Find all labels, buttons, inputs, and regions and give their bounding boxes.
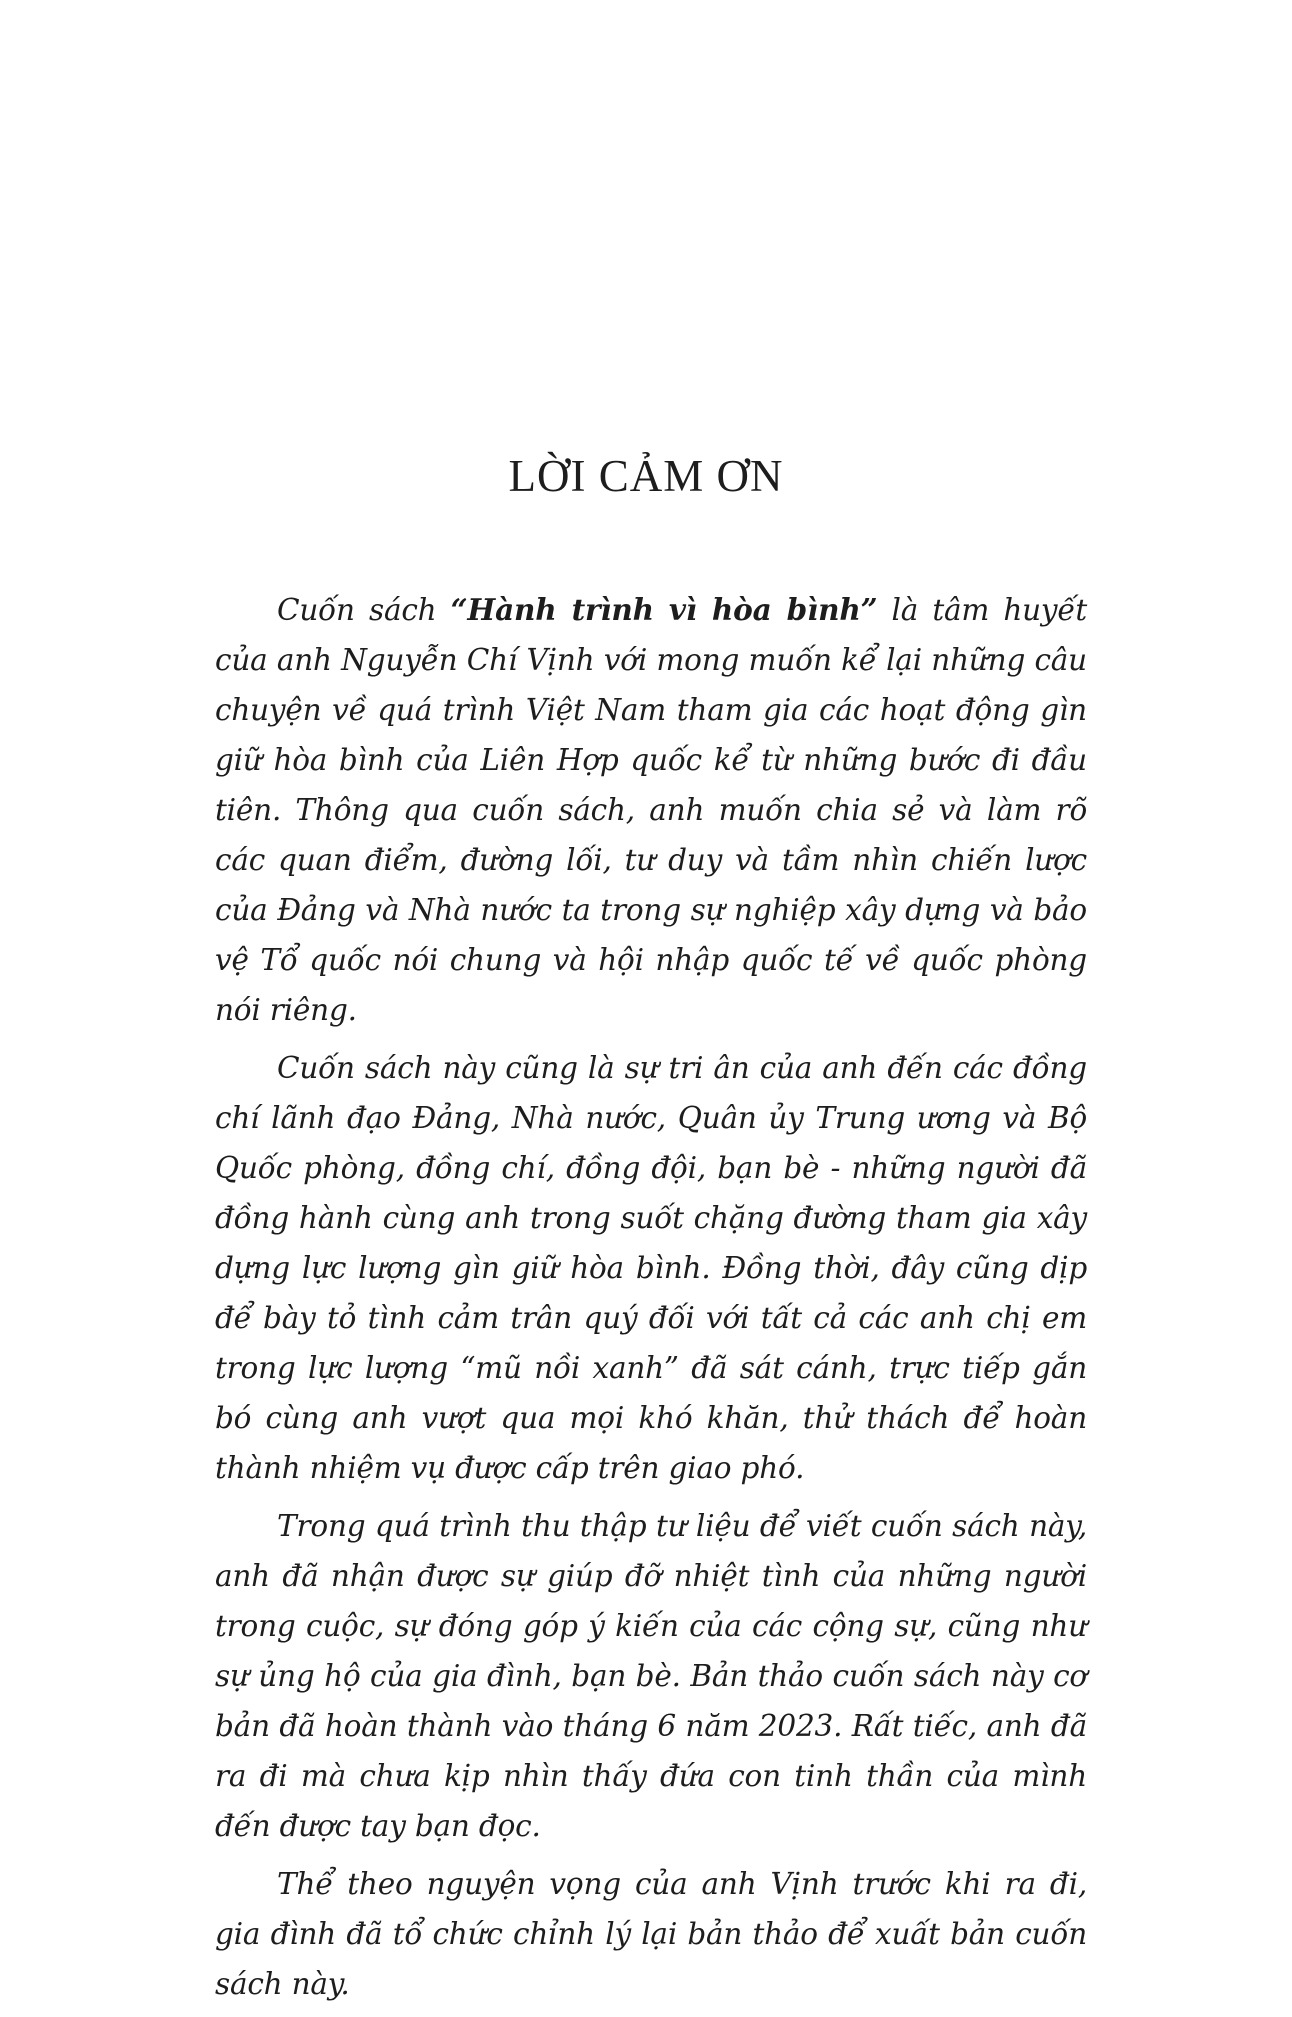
paragraph-1-lead: Cuốn sách	[277, 593, 451, 627]
paragraph-1	[215, 585, 1087, 1035]
book-title-emphasis: “Hành trình vì hòa bình”	[450, 592, 878, 627]
paragraph-3: Trong quá trình thu thập tư liệu để viết cuốn sách này, anh đã nhận được sự giúp đỡ nhiệt tình của những người trong cuộc, sự đóng góp ý kiến của các cộng sự, cũng như sự ủng hộ của gia đình, bạn bè. Bản thảo cuốn sách này cơ bản đã hoàn thành vào tháng 6 năm 2023. Rất tiếc, anh đã ra đi mà chưa kịp nhìn thấy đứa con tinh thần của mình đến được tay bạn đọc.	[215, 1509, 1087, 1843]
paragraph-4: Thể theo nguyện vọng của anh Vịnh trước khi ra đi, gia đình đã tổ chức chỉnh lý lại bản thảo để xuất bản cuốn sách này.	[215, 1867, 1087, 2001]
page-title: LỜI CẢM ƠN	[508, 451, 784, 501]
body-text	[215, 585, 1087, 2017]
paragraph-2: Cuốn sách này cũng là sự tri ân của anh đến các đồng chí lãnh đạo Đảng, Nhà nước, Quân ủy Trung ương và Bộ Quốc phòng, đồng chí, đồng đội, bạn bè - những người đã đồng hành cùng anh trong suốt chặng đường tham gia xây dựng lực lượng gìn giữ hòa bình. Đồng thời, đây cũng dịp để bày tỏ tình cảm trân quý đối với tất cả các anh chị em trong lực lượng “mũ nồi xanh” đã sát cánh, trực tiếp gắn bó cùng anh vượt qua mọi khó khăn, thử thách để hoàn thành nhiệm vụ được cấp trên giao phó.	[215, 1051, 1087, 1485]
paragraph-1-rest: là tâm huyết của anh Nguyễn Chí Vịnh với mong muốn kể lại những câu chuyện về quá trình Việt Nam tham gia các hoạt động gìn giữ hòa bình của Liên Hợp quốc kể từ những bước đi đầu tiên. Thông qua cuốn sách, anh muốn chia sẻ và làm rõ các quan điểm, đường lối, tư duy và tầm nhìn chiến lược của Đảng và Nhà nước ta trong sự nghiệp xây dựng và bảo vệ Tổ quốc nói chung và hội nhập quốc tế về quốc phòng nói riêng.	[215, 593, 1087, 1027]
